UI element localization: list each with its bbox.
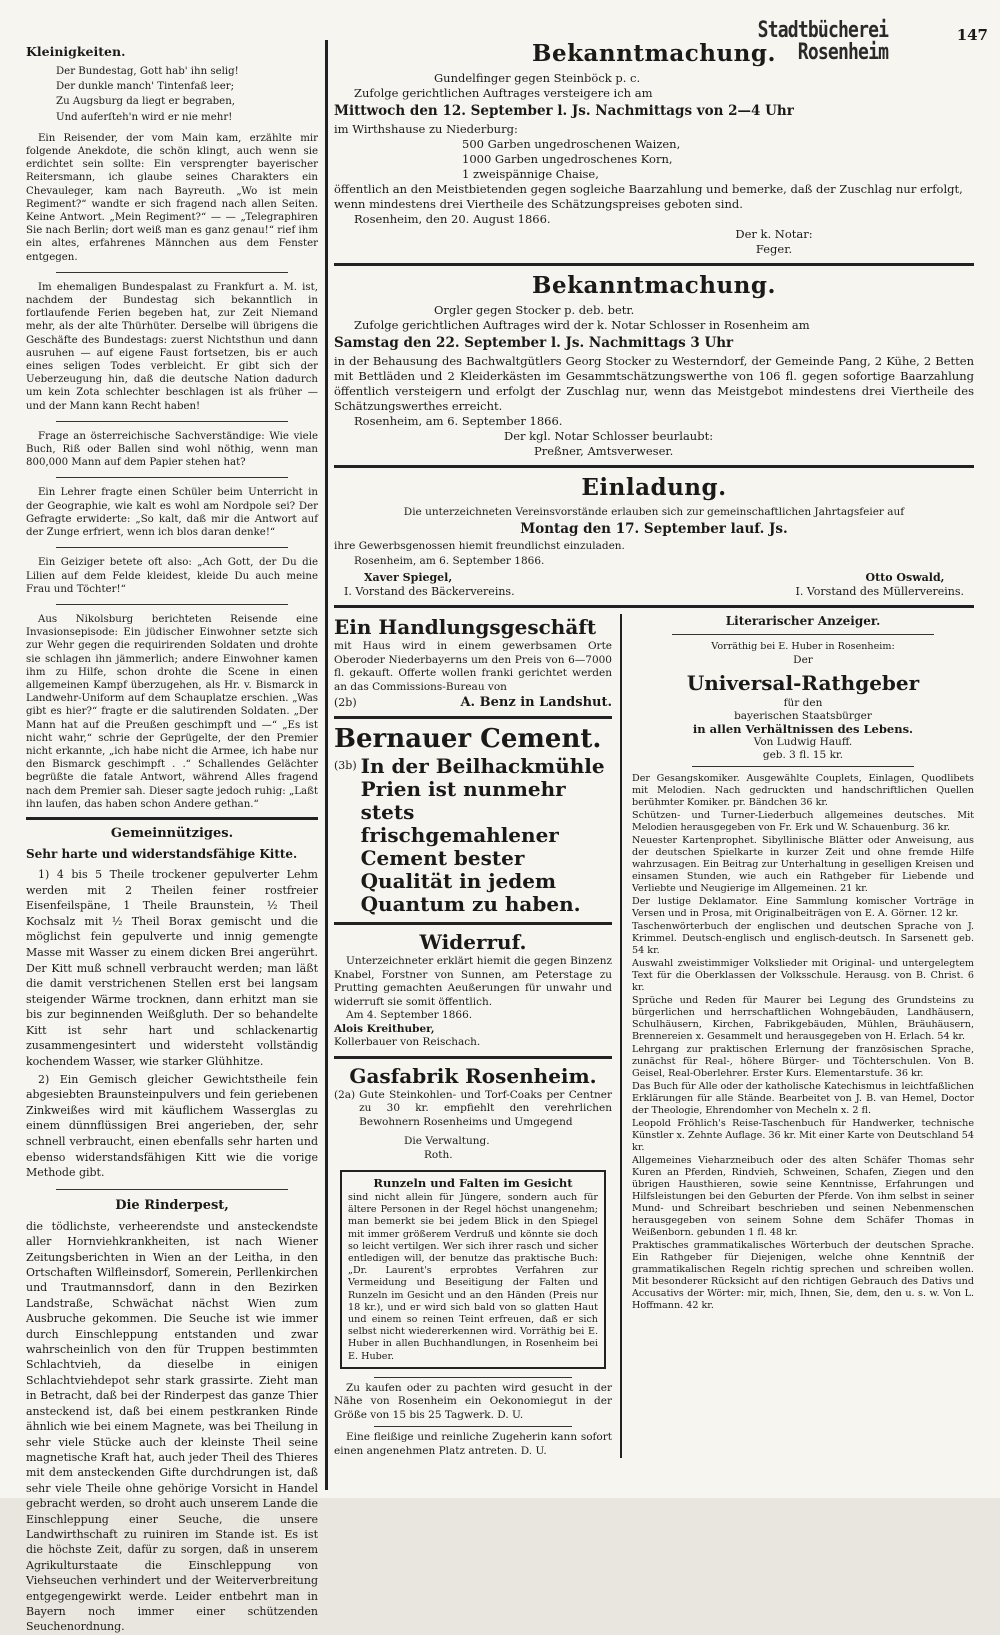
notice-case: Orgler gegen Stocker p. deb. betr. (434, 303, 635, 317)
poem (56, 65, 318, 124)
wrinkle-ad (340, 1170, 606, 1369)
book-listing: Praktisches grammatikalisches Wörterbuch der deutschen Sprache. Ein Rathgeber für Diejenigen, welche ohne Kenntniß der grammatikalischen Regeln richtig sprechen und schreiben wollen. Mit besonderer Rücksicht auf den richtigen Gebrauch des Dativs und Accusativs der Wörter: mir, mich, Ihnen, Sie, dem, den u. s. w. Von L. Hoffmann. 42 kr. (632, 1240, 974, 1311)
ad-firm: A. Benz in Landshut. (460, 695, 612, 710)
signature-right (796, 571, 964, 599)
divider (672, 634, 934, 635)
invitation-signatures (344, 571, 964, 599)
maid-ad: Eine fleißige und reinliche Zugeherin kann sofort einen angenehmen Platz antreten. D. U. (334, 1431, 612, 1457)
cement-ad-title: Bernauer Cement. (334, 724, 602, 754)
divider (56, 1189, 288, 1190)
lower-columns (334, 614, 974, 1458)
column-rule (325, 40, 328, 1490)
gasworks-text: Gute Steinkohlen- und Torf-Coaks per Centner zu 30 kr. empfiehlt den verehrlichen Bewohnern Rosenheims und Umgegend (359, 1088, 612, 1128)
notice-place: Rosenheim, am 6. September 1866. (354, 414, 563, 428)
literary-column (622, 614, 974, 1458)
section-divider (334, 263, 974, 266)
book-listing: Sprüche und Reden für Maurer bei Legung des Grundsteins zu bürgerlichen und herrschaftlichen Wohngebäuden, Landhäusern, Schulhäusern, Kirchen, Fabrikgebäuden, Mühlen, Bräuhäusern, Brennereien x. Gesammelt und herausgegeben von H. Erlach. 54 kr. (632, 995, 974, 1042)
revocation-date: Am 4. September 1866. (346, 1009, 473, 1021)
book-listing: Allgemeines Vieharzneibuch oder des alten Schäfer Thomas sehr Kuren an Pferden, Rindvieh, Schweinen, Schafen, Ziegen und den übrigen Hausthieren, sowie seine Kenntnisse, Erfahrungen und Hilfsleistungen bei den Geburten der Pferde. Von ihm selbst in seiner Mund- und Schreibart beschrieben und seinen Nebenmenschen herausgegeben von seinem Sohne dem Schäfer Thomas in Weißenborn. gebunden 1 fl. 48 kr. (632, 1155, 974, 1238)
right-column (334, 40, 974, 1490)
signature-name: Xaver Spiegel, (364, 571, 453, 584)
notice-text: im Wirthshause zu Niederburg: (334, 122, 518, 136)
notice-date: Mittwoch den 12. September l. Js. Nachmittags von 2—4 Uhr (334, 103, 794, 119)
paragraph: die tödlichste, verheerendste und ansteckendste aller Hornviehkrankheiten, ist nach Wiener Zeitungsberichten in Wien an der Leitha, in den Ortschaften Wilfleinsdorf, Somerein, Perllenkirchen und Trautmannsdorf, dann in den Bezirken Landstraße, Schwächat nächst Wien zum Ausbruche gekommen. Die Seuche ist wie immer durch Einschleppung entstanden und zwar wahrscheinlich von den für Truppen bestimmten Schlachtvieh, da dieselbe in einigen Schlachtviehdepot sehr stark grassirte. Zieht man in Betracht, daß bei der Rinderpest das ganze Thier ansteckend ist, daß bei einem pestkranken Rinde ähnlich wie bei einem Magnete, was bei Theilung in sehr viele Stücke auch der kleinste Theil seine magnetische Kraft hat, auch jeder Theil des Thieres mit dem ansteckenden Gifte durchdrungen ist, daß sehr viele Theile ohne gehörige Vorsicht in Handel gebracht werden, so droht auch unserem Lande die Einschleppung einer Seuche, die unsere Landwirthschaft zu ruiniren im Stande ist. Es ist die höchste Zeit, dafür zu sorgen, daß in unserem Agrikulturstaate die Einschleppung von Viehseuchen verhindert und der Weiterverbreitung entgegengewirkt werde. Leider entbehrt man in Bayern noch immer einer schützenden Seuchenordnung. (26, 1219, 318, 1634)
book-listing: Lehrgang zur praktischen Erlernung der französischen Sprache, zunächst für Real-, höhere Bürger- und Töchterschulen. Von B. Geisel, Real-Oberlehrer. Erster Kurs. Elementarstufe. 36 kr. (632, 1044, 974, 1079)
paragraph: Im ehemaligen Bundespalast zu Frankfurt a. M. ist, nachdem der Bundestag sich bekanntlich in fortlaufende Ferien begeben hat, zur Zeit Niemand mehr, als der alte Thürhüter. Derselbe will übrigens die Geschäfte des Bundestags: zuerst Nichtsthun und dann ausruhen — auf eigene Faust fortsetzen, bis er auch eines seligen Todes verbleicht. Er gibt sich der Ueberzeugung hin, daß die deutsche Nation dadurch um kein Zota schlechter beschlagen ist als früher — und der Mann kann Recht haben! (26, 281, 318, 412)
list-item: 1000 Garben ungedroschenes Korn, (462, 152, 673, 166)
book-author: Von Ludwig Hauff. (753, 736, 853, 748)
stamp-line-1: Stadtbücherei (757, 18, 888, 43)
cement-ad-text: In der Beilhackmühle Prien ist nunmehr stets frischgemahlener Cement bester Qualität in jedem Quantum zu haben. (360, 754, 605, 916)
ad-code: (2b) (334, 696, 357, 709)
invitation-date: Montag den 17. September lauf. Js. (520, 521, 788, 537)
gasworks-signature: Die Verwaltung. (404, 1135, 490, 1147)
section-divider (334, 922, 612, 925)
book-listing: Der lustige Deklamator. Eine Sammlung komischer Vorträge in Versen und in Prosa, mit Originalbeiträgen von E. A. Görner. 12 kr. (632, 896, 974, 919)
literary-intro: Vorräthig bei E. Huber in Rosenheim: (711, 641, 895, 652)
invitation-place: Rosenheim, am 6. September 1866. (354, 555, 545, 567)
notice-date: Samstag den 22. September l. Js. Nachmittags 3 Uhr (334, 335, 734, 351)
page-number: 147 (956, 26, 988, 44)
notice-case: Gundelfinger gegen Steinböck p. c. (434, 71, 641, 85)
poem-line: Der Bundestag, Gott hab' ihn selig! (56, 66, 239, 77)
notice-title: Bekanntmachung. (532, 272, 776, 299)
book-sub: für den (783, 697, 823, 709)
business-ad-title: Ein Handlungsgeschäft (334, 615, 597, 639)
notice-text: öffentlich an den Meistbietenden gegen sogleiche Baarzahlung und bemerke, daß der Zuschlag nur erfolgt, wenn mindestens drei Viertheile des Schätzungspreises geboten sind. (334, 182, 963, 211)
stamp-line-2: Rosenheim (797, 40, 888, 65)
paragraph: Frage an österreichische Sachverständige: Wie viele Buch, Riß oder Ballen sind wohl nöthig, wenn man 800,000 Mann auf dem Papier stehen hat? (26, 430, 318, 469)
book-listing: Neuester Kartenprophet. Sibyllinische Blätter oder Anweisung, aus der deutschen Spielkarte in kurzer Zeit und ohne fremde Hilfe wahrzusagen. Ein Beitrag zur Unterhaltung in geselligen Kreisen und einsamen Stunden, wie auch ein Rathgeber für Liebende und Verliebte und Neugierige im Allgemeinen. 21 kr. (632, 835, 974, 894)
invitation-title: Einladung. (581, 474, 727, 501)
book-listing: Das Buch für Alle oder der katholische Katechismus in leichtfaßlichen Erklärungen für alle Stände. Bearbeitet von J. B. van Hemel, Doctor der Theologie, Ehrendomher von Mecheln x. 2 fl. (632, 1081, 974, 1116)
notice-role: Der k. Notar: (735, 227, 813, 241)
revocation-signature: Alois Kreithuber, (334, 1022, 435, 1035)
divider (374, 1426, 572, 1427)
gasworks-title: Gasfabrik Rosenheim. (349, 1063, 597, 1088)
paragraph: 1) 4 bis 5 Theile trockener gepulverter Lehm werden mit 2 Theilen feiner rostfreier Eisenfeilspäne, 1 Theile Braunstein, ½ Theil Kochsalz mit ½ Theil Borax gemischt und die möglichst fein gepulverte und innig gemengte Masse mit Wasser zu einem dicken Brei angerührt. Der Kitt muß schnell verbraucht werden; man läßt die damit verstrichenen Stellen erst bei langsam steigender Wärme trocknen, dann erhitzt man sie bis zur beginnenden Weißgluth. Der so behandelte Kitt ist sehr hart und schlackenartig zusammengesintert und widersteht vollständig kochendem Wasser, wie starker Glühhitze. (26, 867, 318, 1069)
book-listing: Taschenwörterbuch der englischen und deutschen Sprache von J. Krimmel. Deutsch-englisch und englisch-deutsch. In Sarsenett geb. 54 kr. (632, 921, 974, 956)
signature-role: I. Vorstand des Bäckervereins. (344, 585, 515, 598)
section-divider (334, 716, 612, 719)
notice-role: Der kgl. Notar Schlosser beurlaubt: (504, 429, 714, 443)
list-item: 1 zweispännige Chaise, (462, 167, 599, 181)
notice-text: in der Behausung des Bachwaltgütlers Georg Stocker zu Westerndorf, der Gemeinde Pang, 2 Kühe, 2 Betten mit Bettläden und 2 Kleiderkästen im Gesammtschätzungswerthe von 106 fl. gegen sofortige Baarzahlung öffentlich versteigern und erfolgt der Zuschlag nur, wenn das Meistgebot mindestens drei Viertheile des Schätzungswerthes erreicht. (334, 354, 974, 413)
kitte-subtitle: Sehr harte und widerstandsfähige Kitte. (26, 846, 298, 861)
book-listing: Schützen- und Turner-Liederbuch allgemeines deutsches. Mit Melodien herausgegeben von Fr. Erk und W. Schauenburg. 36 kr. (632, 810, 974, 833)
notice-text: Zufolge gerichtlichen Auftrages versteigere ich am (354, 86, 653, 100)
divider (56, 547, 288, 548)
rinderpest-title: Die Rinderpest, (115, 1197, 229, 1213)
revocation-text: Unterzeichneter erklärt hiemit die gegen Binzenz Knabel, Forstner von Sunnen, am Peterstage zu Prutting gemachten Aeußerungen für unwahr und widerruft sie somit öffentlich. (334, 955, 612, 1008)
notice-signature: Preßner, Amtsverweser. (534, 444, 674, 458)
divider (56, 477, 288, 478)
paragraph: Ein Geiziger betete oft also: „Ach Gott, der Du die Lilien auf dem Felde kleidest, kleide Du auch meine Frau und Töchter!“ (26, 557, 318, 595)
book-sub: bayerischen Staatsbürger (734, 710, 872, 722)
section-divider (26, 817, 318, 820)
paragraph: Ein Lehrer fragte einen Schüler beim Unterricht in der Geographie, wie kalt es wohl am Nordpole sei? Der Gefragte erwiderte: „So kalt, daß mir die Antwort auf der Zunge erfriert, wenn ich blos daran denke!“ (26, 487, 318, 539)
wrinkle-ad-text: sind nicht allein für Jüngere, sondern auch für ältere Personen in der Regel höchst unangenehm; man bemerkt sie bei jedem Blick in den Spiegel mit immer größerem Verdruß und könnte sie doch so leicht vertilgen. Wer sich ihrer rasch und sicher entledigen will, der benutze das praktische Buch: „Dr. Laurent's erprobtes Verfahren zur Vermeidung und Beseitigung der Falten und Runzeln im Gesicht und an den Händen (Preis nur 18 kr.), und er wird sich bald von so glatten Haut und einem so reinen Teint erfreuen, daß er sich selbst nicht wiedererkennen wird. Vorräthig bei E. Huber in allen Buchhandlungen, in Rosenheim bei E. Huber. (348, 1192, 598, 1362)
paragraph: 2) Ein Gemisch gleicher Gewichtstheile fein abgesiebten Braunsteinpulvers und fein geriebenen Zinkweißes wird mit käuflichem Wasserglas zu einem dünnflüssigen Brei angerieben, der, sehr schnell verbraucht, einen ebenfalls sehr harten und ebenso widerstandsfähigen Kitt wie die vorige Methode gibt. (26, 1072, 318, 1180)
signature-role: I. Vorstand des Müllervereins. (795, 585, 964, 598)
divider (56, 421, 288, 422)
book-listing: Der Gesangskomiker. Ausgewählte Couplets, Einlagen, Quodlibets mit Melodien. Nach gedruckten und handschriftlichen Quellen berühmter Komiker. pr. Bändchen 36 kr. (632, 773, 974, 808)
book-der: Der (793, 654, 813, 666)
book-listing: Leopold Fröhlich's Reise-Taschenbuch für Handwerker, technische Künstler x. Zehnte Auflage. 36 kr. Mit einer Karte von Deutschland 54 kr. (632, 1118, 974, 1153)
paragraph: Ein Reisender, der vom Main kam, erzählte mir folgende Anekdote, die schön klingt, auch wenn sie erdichtet sein sollte: Ein versprengter bayerischer Reitersmann, ich glaube seines Charakters ein Chevauleger, kam nach Bayreuth. „Wo ist mein Regiment?“ wandte er sich fragend nach allen Seiten. Keine Antwort. „Mein Regiment?“ — — „Telegraphiren Sie nach Berlin; dort weiß man es ganz genau!“ rief ihm ein altes, erfahrenes Männchen aus dem Fenster entgegen. (26, 132, 318, 263)
notice-title: Bekanntmachung. (532, 40, 776, 67)
book-listing: Auswahl zweistimmiger Volkslieder mit Original- und untergelegtem Text für die Oberklassen der Volksschule. Herausg. von B. Christ. 6 kr. (632, 958, 974, 993)
divider (56, 272, 288, 273)
business-ad-text: mit Haus wird in einem gewerbsamen Orte Oberoder Niederbayerns um den Preis von 6—7000 fl. gekauft. Offerte wollen franki gerichtet werden an das Commissions-Bureau von (334, 640, 612, 693)
invitation-text: ihre Gewerbsgenossen hiemit freundlichst einzuladen. (334, 540, 625, 552)
literary-title: Literarischer Anzeiger. (725, 614, 881, 628)
poem-line: Zu Augsburg da liegt er begraben, (56, 96, 235, 108)
poem-line: Der dunkle manch' Tintenfaß leer; (56, 81, 235, 93)
cement-ad-body (334, 755, 612, 916)
gemein-title: Gemeinnütziges. (110, 825, 234, 841)
signature-name: Otto Oswald, (865, 571, 945, 584)
list-item: 500 Garben ungedroschenen Waizen, (462, 137, 681, 151)
ad-code: (3b) (334, 759, 357, 772)
book-title: Universal-Rathgeber (686, 671, 920, 695)
notice-text: Zufolge gerichtlichen Auftrages wird der k. Notar Schlosser in Rosenheim am (354, 318, 810, 332)
business-ad-footer (334, 696, 612, 710)
divider (692, 766, 914, 767)
wrinkle-ad-title: Runzeln und Falten im Gesicht (373, 1176, 573, 1190)
signature-left (344, 571, 515, 599)
paragraph: Aus Nikolsburg berichteten Reisende eine Invasionsepisode: Ein jüdischer Einwohner setzte sich zur Wehr gegen die requirirenden Soldaten und drohte sie schlagen ihn jämmerlich; andere Einwohner kamen ihm zu Hilfe, schon drohte die Scene in einen allgemeinen Kampf überzugehen, als Hr. v. Bismarck in Landwehr-Uniform auf dem Schauplatze erschien. „Was gibt es hier?“ fragte er die salutirenden Soldaten. „Der Mann hat auf die Preußen geschimpft und —“ „Es ist nicht wahr,“ schrie der Geprügelte, der den Premier nicht erkannte, „ich habe nicht die Armee, ich habe nur den Bismarck geschimpft . .“ Schallendes Gelächter begrüßte die fatale Antwort, während Alles fragend nach dem Premier sah. Dieser sagte jedoch ruhig: „Laßt ihn laufen, das haben schon Andere gethan.“ (26, 613, 318, 810)
item-list (462, 137, 974, 182)
divider (374, 1377, 572, 1378)
section-divider (334, 1056, 612, 1059)
revocation-title: Widerruf. (419, 930, 527, 954)
gasworks-signature-name: Roth. (424, 1148, 453, 1161)
poem-line: Und auferſteh'n wird er nie mehr! (56, 111, 233, 123)
ads-column (334, 614, 622, 1458)
invitation-text: Die unterzeichneten Vereinsvorstände erlauben sich zur gemeinschaftlichen Jahrtagsfeier auf (403, 506, 905, 518)
left-column (26, 40, 318, 1634)
kleinigkeiten-title: Kleinigkeiten. (26, 44, 126, 59)
ad-code: (2a) (334, 1088, 356, 1101)
book-sub: in allen Verhältnissen des Lebens. (692, 722, 914, 736)
wanted-ad: Zu kaufen oder zu pachten wird gesucht in der Nähe von Rosenheim ein Oekonomiegut in der Größe von 15 bis 25 Tagwerk. D. U. (334, 1381, 612, 1421)
divider (56, 604, 288, 605)
notice-place: Rosenheim, den 20. August 1866. (354, 212, 551, 226)
gasworks-body (334, 1089, 612, 1130)
book-price: geb. 3 fl. 15 kr. (762, 749, 844, 761)
notice-signature: Feger. (755, 242, 793, 256)
revocation-role: Kollerbauer von Reischach. (334, 1036, 481, 1048)
section-divider (334, 465, 974, 468)
section-divider (334, 605, 974, 608)
